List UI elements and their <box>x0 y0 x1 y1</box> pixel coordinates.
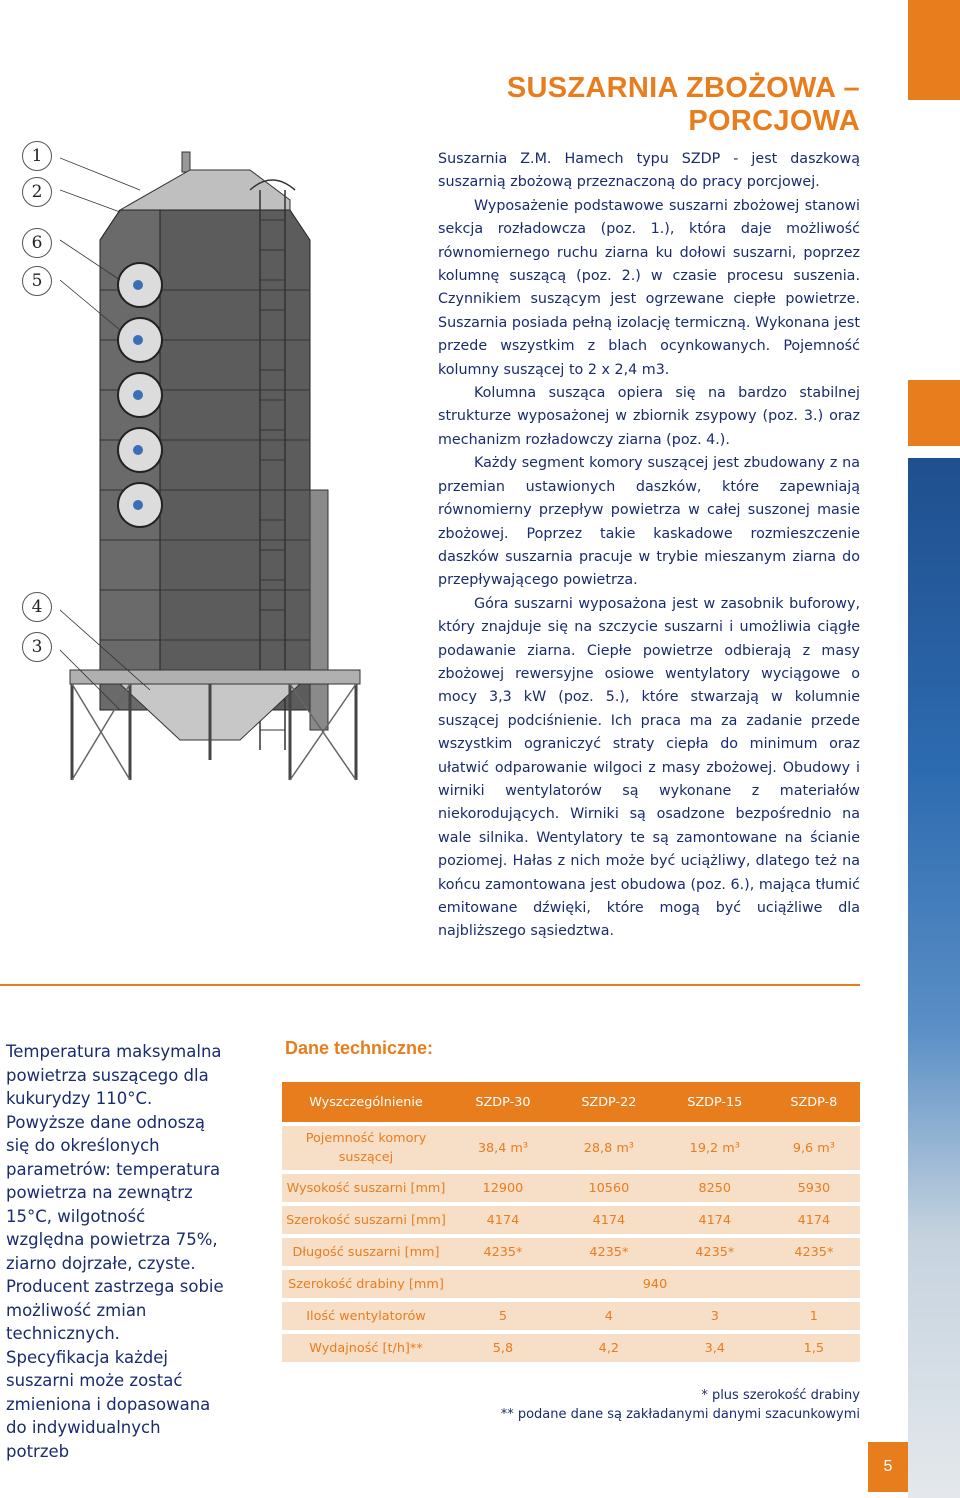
cell: 4 <box>556 1302 662 1330</box>
decor-strip-mid <box>908 380 960 446</box>
cell: 1 <box>768 1302 860 1330</box>
cell: 19,2 m³ <box>662 1126 768 1170</box>
row-label: Wysokość suszarni [mm] <box>282 1174 450 1202</box>
cell: 4235* <box>450 1238 556 1266</box>
cell: 4174 <box>450 1206 556 1234</box>
paragraph: Góra suszarni wyposażona jest w zasobnik buforowy, który znajduje się na szczycie suszarni i umożliwia ciągłe podawanie ziarna. Ciepłe powietrze odbierają z masy zbożowej rewersyjne osiowe wentylatory wyciągowe o mocy 3,3 kW (poz. 5.), które stwarzają w kolumnie suszącej podciśnienie. Ich praca ma za zadanie przede wszystkim ograniczyć straty ciepła do minimum oraz ułatwić odparowanie wilgoci z masy zbożowej. Obudowy i wirniki wentylatorów są wykonane z materiałów niekorodujących. Wirniki są osadzone bezpośrednio na wale silnika. Wentylatory te są zamontowane na ścianie poziomej. Hałas z nich może być uciążliwy, dlatego też na końcu zamontowana jest obudowa (poz. 6.), mająca tłumić emitowane dźwięki, które mogą być uciążliwe dla najbliższego sąsiedztwa. <box>438 595 860 940</box>
row-label: Wydajność [t/h]** <box>282 1334 450 1362</box>
cell: 5 <box>450 1302 556 1330</box>
description-text <box>438 148 860 944</box>
cell: 4,2 <box>556 1334 662 1362</box>
cell: 4235* <box>556 1238 662 1266</box>
callout-2: 2 <box>22 177 52 207</box>
cell: 28,8 m³ <box>556 1126 662 1170</box>
header-cell: SZDP-30 <box>450 1082 556 1122</box>
note: Powyższe dane odnoszą się do określonych parametrów: temperatura powietrza na zewnątrz 15°C, wilgotność względna powietrza 75%, ziarno dojrzałe, czyste. <box>6 1112 221 1273</box>
cell: 9,6 m³ <box>768 1126 860 1170</box>
cell: 1,5 <box>768 1334 860 1362</box>
cell: 10560 <box>556 1174 662 1202</box>
cell: 4174 <box>662 1206 768 1234</box>
footnote: ** podane dane są zakładanymi danymi szacunkowymi <box>500 1407 860 1422</box>
callout-3: 3 <box>22 632 52 662</box>
header-cell: SZDP-8 <box>768 1082 860 1122</box>
header-cell: SZDP-22 <box>556 1082 662 1122</box>
table-row <box>282 1334 860 1362</box>
callout-1: 1 <box>22 141 52 171</box>
cell: 5,8 <box>450 1334 556 1362</box>
cell: 12900 <box>450 1174 556 1202</box>
paragraph: Każdy segment komory suszącej jest zbudowany z na przemian ustawionych daszków, które zapewniają równomierny przepływ powietrza w całej suszonej masie zbożowej. Poprzez takie kaskadowe rozmieszczenie daszków suszarnia pracuje w trybie mieszanym ziarna do przepływającego powietrza. <box>438 455 860 589</box>
paragraph: Suszarnia Z.M. Hamech typu SZDP - jest daszkową suszarnią zbożową przeznaczoną do pracy porcjowej. <box>438 151 860 191</box>
page-number: 5 <box>868 1442 908 1492</box>
row-label: Pojemność komory suszącej <box>282 1126 450 1170</box>
note: Producent zastrzega sobie możliwość zmian technicznych. <box>6 1277 224 1343</box>
footnote: * plus szerokość drabiny <box>701 1388 860 1403</box>
decor-strip-top <box>908 0 960 100</box>
note: Temperatura maksymalna powietrza suszącego dla kukurydzy 110°C. <box>6 1042 222 1108</box>
cell: 4174 <box>556 1206 662 1234</box>
dryer-drawing <box>60 150 420 790</box>
callout-5: 5 <box>22 266 52 296</box>
paragraph: Kolumna susząca opiera się na bardzo stabilnej strukturze wyposażonej w zbiornik zsypowy (poz. 3.) oraz mechanizm rozładowczy ziarna (poz. 4.). <box>438 385 860 448</box>
table-row <box>282 1302 860 1330</box>
cell: 3,4 <box>662 1334 768 1362</box>
callout-6: 6 <box>22 228 52 258</box>
header-cell: SZDP-15 <box>662 1082 768 1122</box>
row-label: Szerokość suszarni [mm] <box>282 1206 450 1234</box>
cell: 5930 <box>768 1174 860 1202</box>
cell: 4235* <box>768 1238 860 1266</box>
table-row <box>282 1126 860 1170</box>
cell: 940 <box>450 1270 860 1298</box>
footnotes <box>440 1386 860 1424</box>
table-row <box>282 1270 860 1298</box>
table-title: Dane techniczne: <box>285 1038 434 1058</box>
section-divider <box>0 984 860 986</box>
cell: 8250 <box>662 1174 768 1202</box>
table-row <box>282 1206 860 1234</box>
header-cell: Wyszczególnienie <box>282 1082 450 1122</box>
decor-photo-strip <box>908 458 960 1498</box>
table-row <box>282 1174 860 1202</box>
table-header-row <box>282 1082 860 1122</box>
note: Specyfikacja każdej suszarni może zostać zmieniona i dopasowana do indywidualnych potrzeb <box>6 1347 211 1461</box>
page-title: SUSZARNIA ZBOŻOWA – PORCJOWA <box>506 72 860 137</box>
callout-4: 4 <box>22 592 52 622</box>
cell: 4174 <box>768 1206 860 1234</box>
table-row <box>282 1238 860 1266</box>
row-label: Ilość wentylatorów <box>282 1302 450 1330</box>
row-label: Długość suszarni [mm] <box>282 1238 450 1266</box>
cell: 38,4 m³ <box>450 1126 556 1170</box>
spec-table <box>282 1078 860 1366</box>
row-label: Szerokość drabiny [mm] <box>282 1270 450 1298</box>
paragraph: Wyposażenie podstawowe suszarni zbożowej stanowi sekcja rozładowcza (poz. 1.), która daje możliwość równomiernego ruchu ziarna ku dołowi suszarni, poprzez kolumnę suszącą (poz. 2.) w czasie procesu suszenia. Czynnikiem suszącym jest ogrzewane ciepłe powietrze. Suszarnia posiada pełną izolację termiczną. Wykonana jest przede wszystkim z blach ocynkowanych. Pojemność kolumny suszącej to 2 x 2,4 m3. <box>438 197 860 378</box>
cell: 4235* <box>662 1238 768 1266</box>
notes <box>6 1040 228 1463</box>
cell: 3 <box>662 1302 768 1330</box>
